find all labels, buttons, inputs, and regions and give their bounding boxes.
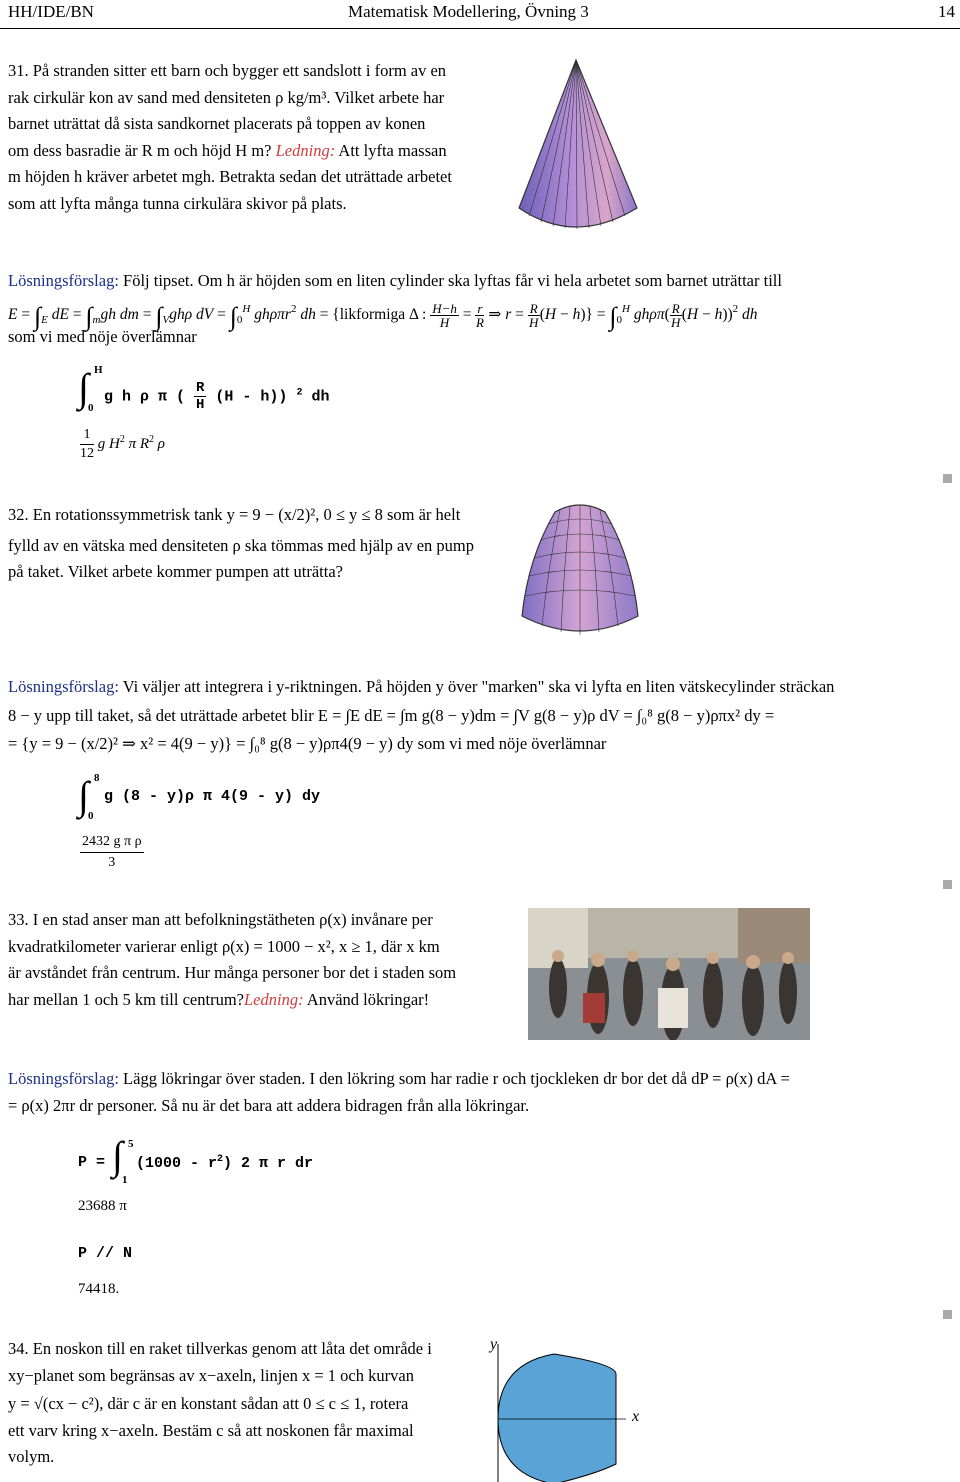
solution-33 (8, 1066, 953, 1119)
p33-line-1: 33. I en stad anser man att befolkningstätheten ρ(x) invånare per (8, 910, 433, 929)
p31-line-2: rak cirkulär kon av sand med densiteten ρ kg/m³. Vilket arbete har (8, 87, 445, 107)
p33-solution-label: Lösningsförslag: (8, 1069, 119, 1088)
solution-31 (8, 268, 953, 295)
end-square-icon (943, 474, 952, 483)
p34-line-3: y = √(cx − c²), där c är en konstant sådan att 0 ≤ c ≤ 1, rotera (8, 1394, 409, 1413)
p33-solution-line-2: = ρ(x) 2πr dr personer. Så nu är det bara att addera bidragen från alla lökringar. (8, 1095, 530, 1115)
p31-line-4: om dess basradie är R m och höjd H m? Ledning: Att lyfta massan (8, 140, 447, 160)
cone-figure (515, 58, 643, 234)
nosecone-figure (486, 1334, 656, 1482)
problem-31 (8, 58, 452, 217)
problem-33 (8, 907, 456, 1013)
p31-after-text: som vi med nöje överlämnar (8, 327, 197, 346)
p32-solution-line-2: 8 − y upp till taket, så det uträttade arbetet blir E = ∫E dE = ∫m g(8 − y)dm = ∫V g(8 − y)ρ dV = ∫₀⁸ g(8 − y)ρπx² dy = (8, 705, 775, 725)
p33-hint-text: Använd lökringar! (306, 989, 430, 1009)
p31-equation: $E = \int_E$ dE = $\int_mgh$ dm = $\int_Vgh\rho$ dV = $\int_0^H$ ghρπr$^2$ dh = {likformiga Δ : $\frac{H-h}{H}$ = $\frac{r}{R}$ ⇒ r = $\frac{R}{H}$ $(H - h)\} = \int_0^H$ ghρπ( $\frac{R}{H}$ (H − h))$^2$ dh (8, 300, 758, 331)
axis-label-x: x (632, 1408, 640, 1425)
crowd-photo (528, 908, 810, 1040)
p31-line-1: 31. På stranden sitter ett barn och bygger ett sandslott i form av en (8, 61, 447, 80)
p32-line-3: på taket. Vilket arbete kommer pumpen att uträtta? (8, 562, 343, 581)
p31-line-3: barnet uträttat då sista sandkornet placerats på toppen av konen (8, 114, 426, 133)
p34-line-1: 34. En noskon till en raket tillverkas genom att låta det område i (8, 1339, 432, 1358)
p33-output-2: 74418. (78, 1281, 120, 1297)
p32-line-1: 32. En rotationssymmetrisk tank y = 9 − (x/2)², 0 ≤ y ≤ 8 som är helt (8, 505, 461, 524)
p33-input-2: P // N (78, 1245, 133, 1262)
header-rule (0, 28, 960, 29)
tank-figure (520, 498, 640, 640)
p33-hint-label: Ledning: (243, 989, 304, 1009)
axis-label-y: y (490, 1336, 498, 1353)
p31-line-6: som att lyfta många tunna cirkulära skivor på plats. (8, 193, 347, 213)
p34-line-5: volym. (8, 1447, 55, 1466)
p32-input: ∫ 8 0 g (8 - y)ρ π 4(9 - y) dy (78, 772, 321, 822)
p33-line-3: är avståndet från centrum. Hur många personer bor det i staden som (8, 963, 457, 982)
p32-line-2: fylld av en vätska med densiteten ρ ska tömmas med hjälp av en pump (8, 535, 474, 555)
problem-34 (8, 1336, 432, 1471)
problem-32 (8, 502, 474, 586)
p32-solution-label: Lösningsförslag: (8, 677, 119, 696)
p31-solution-label: Lösningsförslag: (8, 271, 119, 290)
p34-line-4: ett varv kring x−axeln. Bestäm c så att noskonen får maximal (8, 1420, 414, 1440)
p31-hint-text: Att lyfta massan (338, 140, 447, 160)
p31-output: $\frac{1}{12}$ g $H^2$ π $R^2$ ρ (80, 427, 165, 461)
p31-input: ∫ H 0 g h ρ π ( $\frac{R}{H}$ (H - h)) $^2$ dh (78, 364, 330, 414)
p31-solution-text: Följ tipset. Om h är höjden som en liten cylinder ska lyftas får vi hela arbetet som barnet uträttar till (123, 271, 782, 290)
p33-solution-line-1: Lägg lökringar över staden. I den lökring som har radie r och tjockleken dr bor det då dP = ρ(x) dA = (123, 1069, 790, 1088)
header-left: HH/IDE/BN (8, 2, 94, 21)
p33-line-4: har mellan 1 och 5 km till centrum?Ledning: Använd lökringar! (8, 989, 430, 1009)
p31-hint-label: Ledning: (275, 140, 336, 160)
p32-solution-line-1: Vi väljer att integrera i y-riktningen. På höjden y över "marken" ska vi lyfta en liten vätskecylinder sträckan (122, 677, 835, 696)
p32-solution-line-3: = {y = 9 − (x/2)² ⇒ x² = 4(9 − y)} = ∫₀⁸ g(8 − y)ρπ4(9 − y) dy som vi med nöje överlämnar (8, 734, 607, 753)
page-number: 14 (938, 2, 955, 21)
p33-line-2: kvadratkilometer varierar enligt ρ(x) = 1000 − x², x ≥ 1, där x km (8, 936, 440, 956)
p32-output: $\frac{\text{2432 g π ρ}}{3}$ (82, 834, 142, 870)
p33-output-1: 23688 π (78, 1198, 127, 1214)
solution-32 (8, 674, 953, 758)
end-square-icon (943, 880, 952, 889)
header-title: Matematisk Modellering, Övning 3 (348, 2, 589, 21)
end-square-icon (943, 1310, 952, 1319)
p31-line-5: m höjden h kräver arbetet mgh. Betrakta sedan det uträttade arbetet (8, 167, 452, 186)
p34-line-2: xy−planet som begränsas av x−axeln, linjen x = 1 och kurvan (8, 1365, 414, 1385)
